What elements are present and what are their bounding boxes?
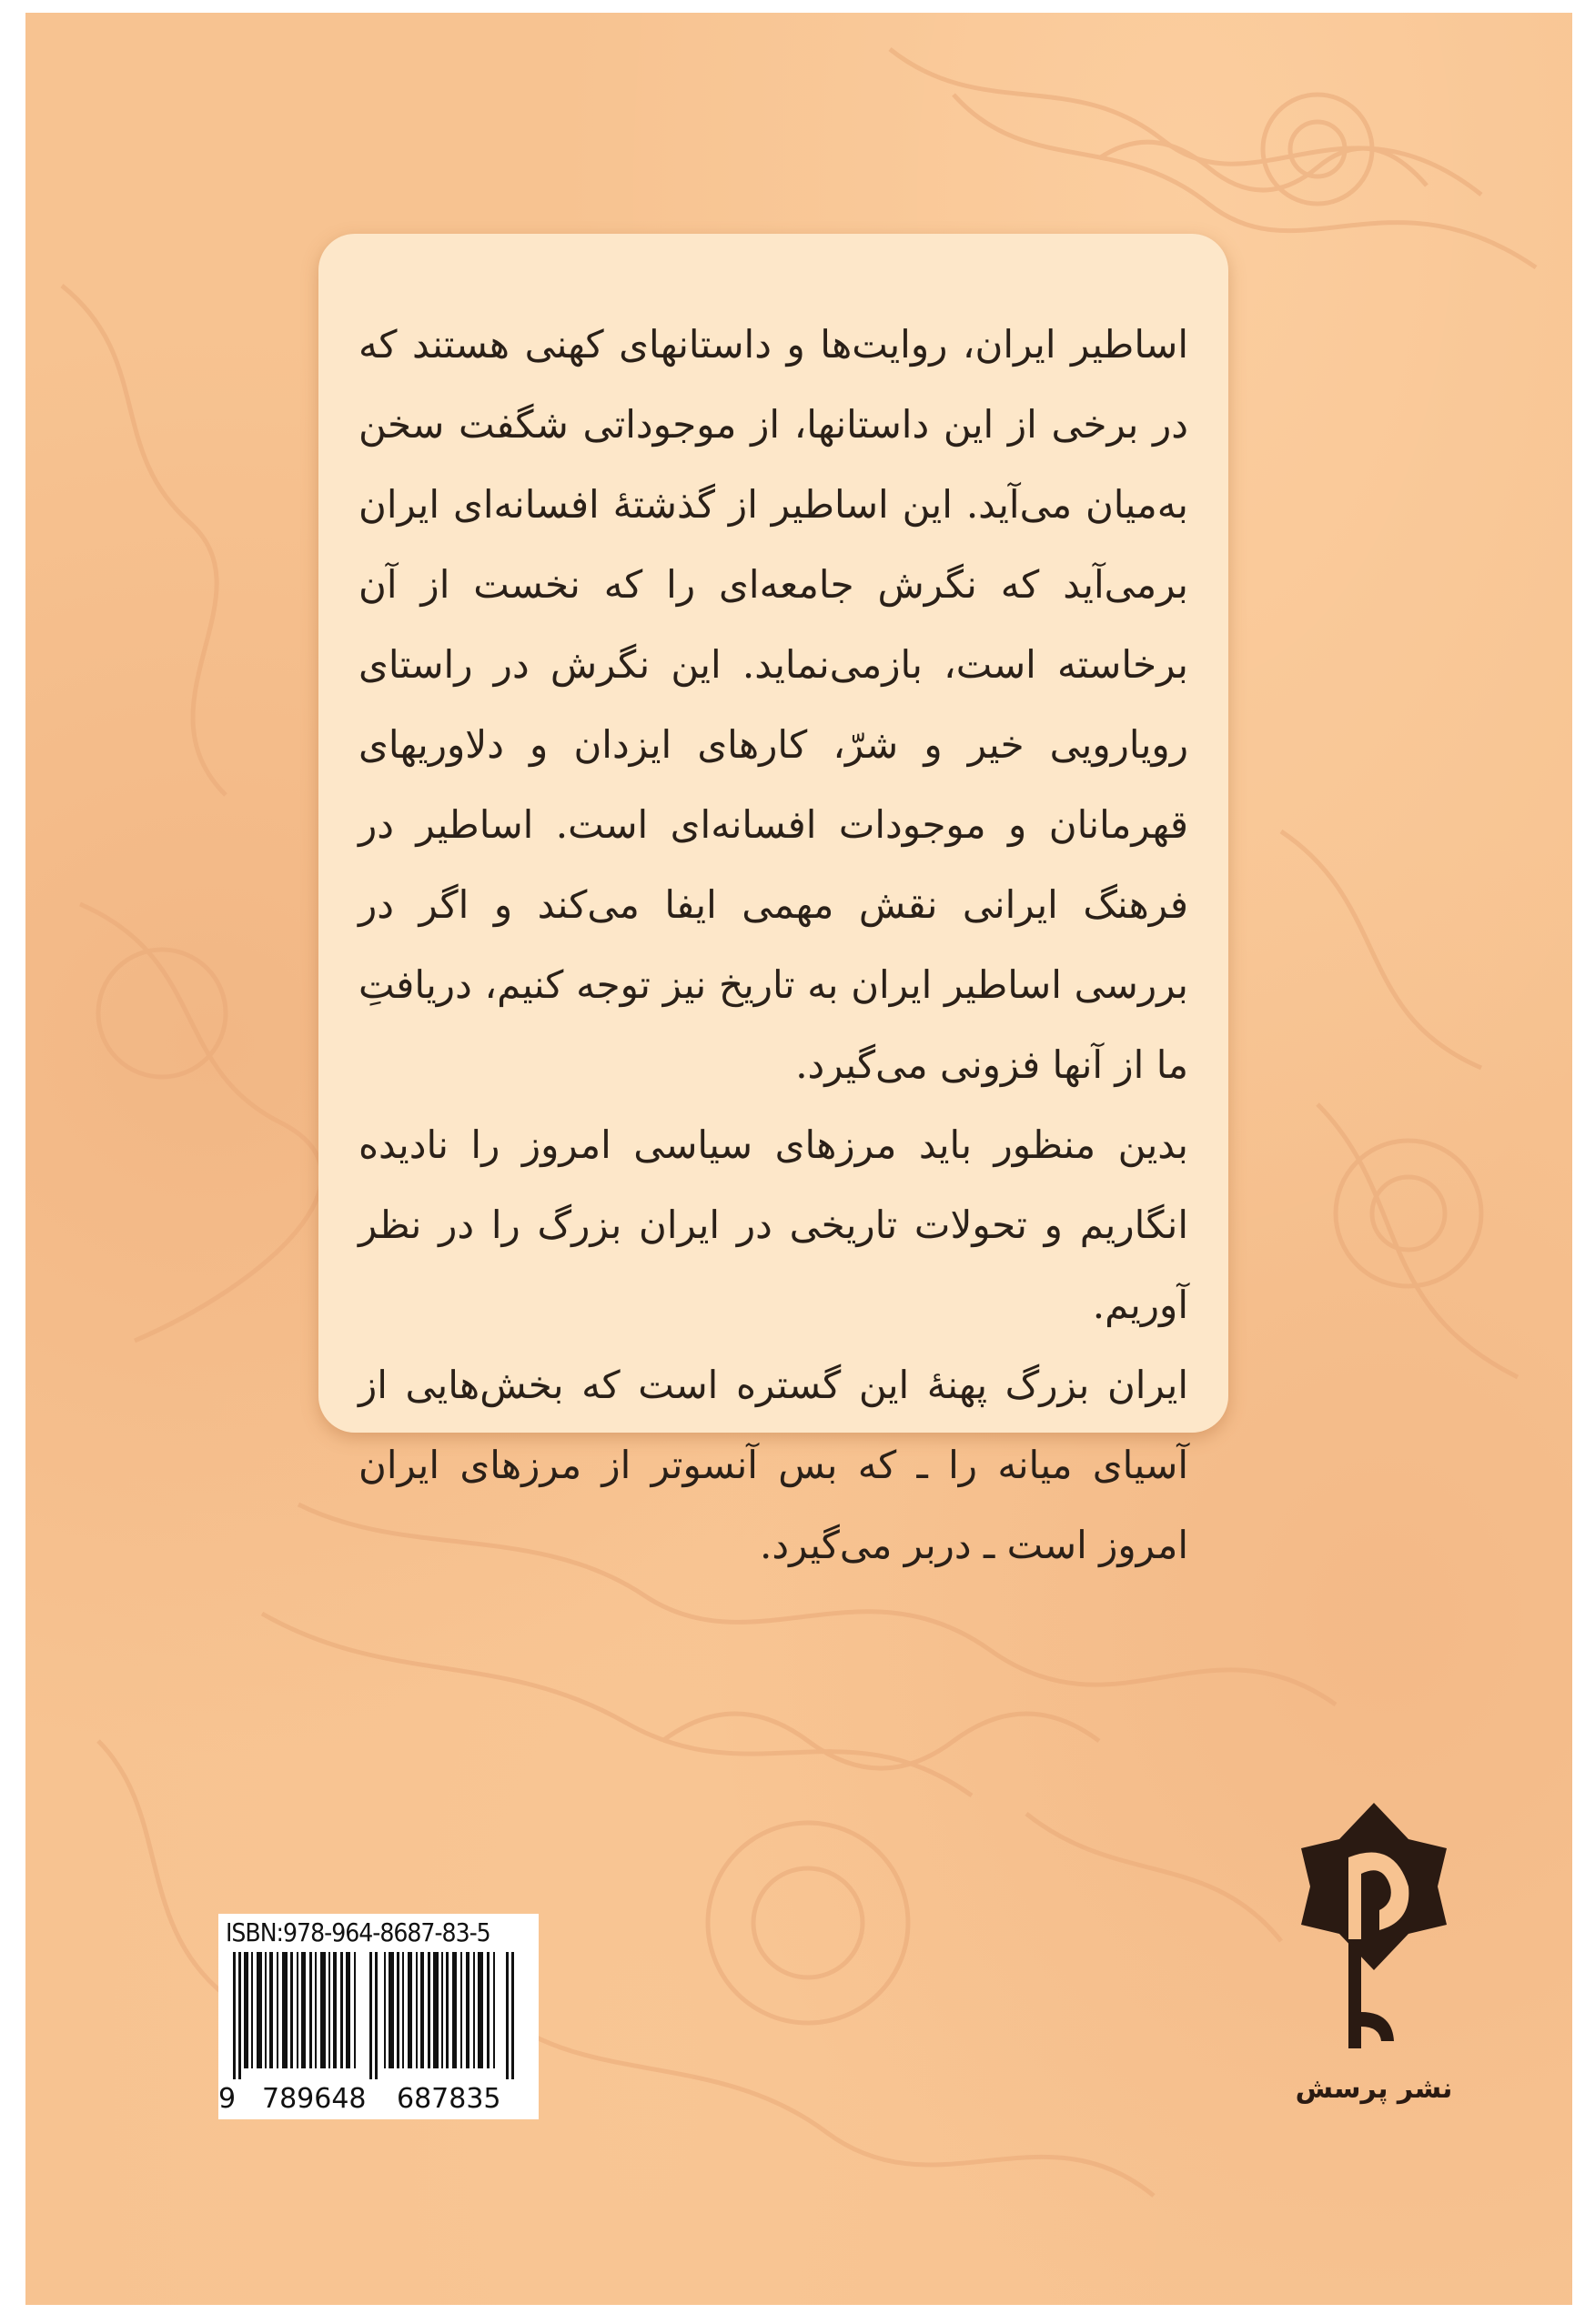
isbn-label: ISBN:978-964-8687-83-5 [226, 1917, 490, 1947]
publisher-name: نشر پرسش [1295, 2073, 1453, 2105]
description-panel [318, 234, 1228, 1567]
description-paragraph-1: اساطیر ایران، روایت‌ها و داستانهای کهنی هستند که در برخی از این داستانها، از موجوداتی شگفت سخن به‌میان می‌آید. این اساطیر از گذشتهٔ افسانه‌ای ایران برمی‌آید که نگرش جامعه‌ای را که نخست از آن برخاسته است، بازمی‌نماید. این نگرش در راستای رویارویی خیر و شرّ، کارهای ایزدان و دلاوریهای قهرمانان و موجودات افسانه‌ای است. اساطیر در فرهنگ ایرانی نقش مهمی ایفا می‌کند و اگر در بررسی اساطیر ایران به تاریخ نیز توجه کنیم، دریافتِ ما از آنها فزونی می‌گیرد. [358, 322, 1188, 1087]
barcode-right-digits: 687835 [397, 2083, 501, 2115]
barcode-bars-icon [233, 1952, 524, 2079]
barcode-left-digits: 789648 [262, 2083, 367, 2115]
barcode-lead-digit: 9 [218, 2083, 237, 2115]
book-back-cover [25, 13, 1572, 2305]
description-paragraph-3: ایران بزرگ پهنهٔ این گستره است که بخش‌هایی از آسیای میانه را ـ که بس آنسوتر از مرزهای ایران امروز است ـ دربر می‌گیرد. [358, 1363, 1188, 1567]
isbn-barcode [218, 1914, 539, 2119]
description-paragraph-2: بدین منظور باید مرزهای سیاسی امروز را نادیده انگاریم و تحولات تاریخی در ایران بزرگ را در نظر آوریم. [358, 1122, 1188, 1327]
publisher-logo-icon [1292, 1803, 1456, 2076]
